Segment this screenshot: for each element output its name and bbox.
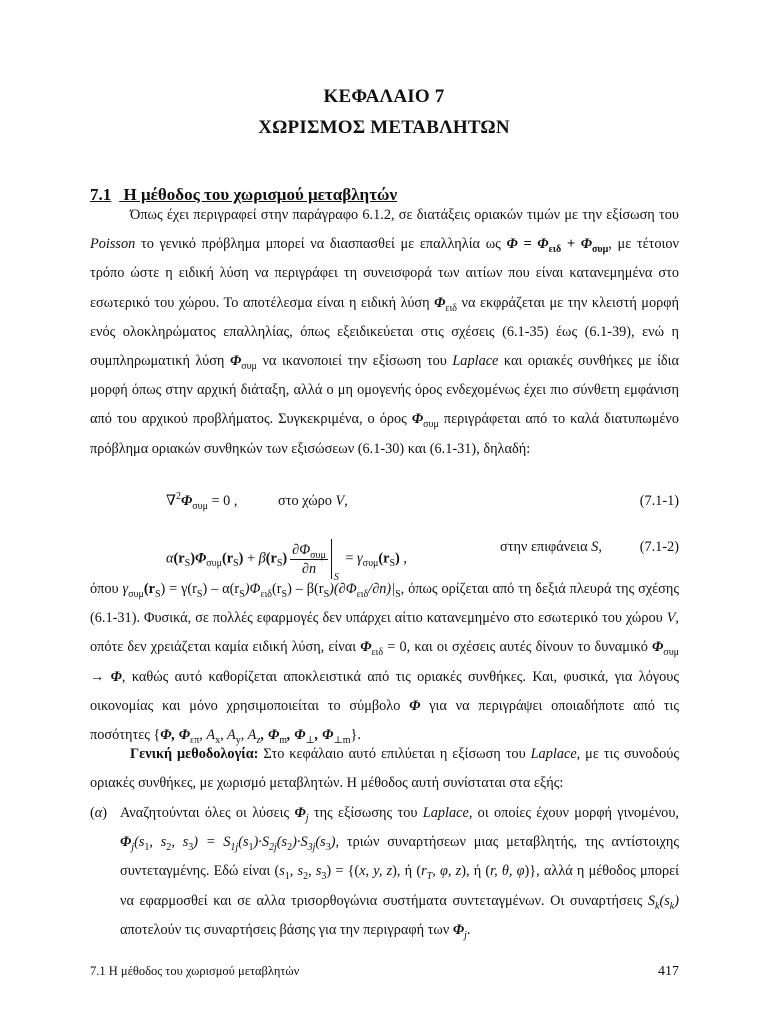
subscript: k [655, 900, 660, 912]
equals-sign: = [341, 550, 358, 567]
text-italic: V [666, 610, 676, 627]
subscript: S [154, 588, 161, 600]
subscript: συμ [128, 588, 144, 600]
inline-math: , s [289, 863, 304, 880]
inline-math: Φ [120, 834, 132, 851]
equation-7-1-2 [160, 530, 679, 583]
subscript: S [233, 558, 239, 570]
subscript: j [131, 842, 135, 854]
inline-math: (r [143, 581, 155, 597]
subscript: 3 [325, 842, 331, 854]
subscript: συμ [206, 558, 222, 570]
subscript: συμ [362, 558, 379, 570]
text: της εξίσωσης του [308, 805, 423, 821]
subscript: 3j [307, 842, 316, 854]
text: να ικανοποιεί την εξίσωση του [256, 353, 453, 370]
equation-expression [166, 539, 407, 583]
page-number: 417 [658, 964, 679, 979]
inline-math: ) [674, 892, 679, 909]
inline-math: , Φ [287, 727, 306, 744]
subscript: 1 [248, 842, 254, 854]
subscript: S [184, 558, 191, 570]
text: Αναζητούνται όλες οι λύσεις [120, 805, 295, 821]
subscript: συμ [423, 419, 439, 431]
derivative-fraction [290, 541, 328, 578]
denominator-text: ∂n [301, 560, 317, 577]
text: ) = {( [326, 863, 360, 880]
inline-math: + Φ [561, 236, 592, 253]
subscript: S [239, 588, 245, 600]
inline-math: (s [659, 892, 670, 909]
text: το γενικό πρόβλημα μπορεί να διασπασθεί με επαλληλία ως [135, 236, 507, 253]
subscript: k [669, 900, 675, 912]
inline-math: S [647, 892, 655, 909]
equation-7-1-1 [160, 489, 679, 519]
inline-math: (s [134, 834, 145, 851]
subscript: συμ [192, 500, 208, 512]
alpha-symbol: α [166, 550, 174, 567]
inline-math: , A [240, 727, 257, 744]
text: , με τέτοιον τρόπο ώστε η ειδική λύση να περιγράφει τη συνεισφορά των αιτίων που είναι κατανεμημένα στο εσωτερικό του χώρου. Το αποτέλεσμα είναι η ειδική λύση [90, 236, 680, 311]
text: , με τις συνοδούς οριακές συνθήκες, με χωρισμό μεταβλητών. Η μέθοδος αυτή συνίσταται στα εξής: [90, 746, 679, 792]
text: . [466, 921, 471, 938]
inline-math: s [279, 863, 285, 880]
plus-sign: + [243, 550, 259, 567]
inline-math: ) – α(r [202, 581, 240, 597]
text: ), ή ( [461, 863, 491, 880]
subscript: επ [190, 734, 200, 746]
evaluation-subscript: S [333, 572, 339, 583]
subscript: S [323, 588, 330, 600]
phi-symbol: Φ [180, 493, 193, 509]
argument-end: ) [190, 550, 195, 567]
marker-paren: ) [102, 805, 108, 821]
inline-math: , s [149, 834, 167, 851]
text: , [598, 539, 602, 555]
subscript: 3 [188, 842, 194, 854]
subscript: 2 [166, 842, 172, 854]
subscript: S [389, 558, 396, 570]
argument-end: ) [282, 550, 288, 567]
inline-math: ) = S [193, 834, 231, 851]
text-italic: S [591, 539, 599, 555]
argument-end: ) [395, 550, 400, 567]
chapter-title: ΧΩΡΙΣΜΟΣ ΜΕΤΑΒΛΗΤΩΝ [258, 117, 510, 138]
inline-math: )·S [292, 834, 308, 851]
paragraph-intro [90, 201, 679, 464]
subscript: συμ [310, 549, 326, 561]
text: , οπότε δεν χρειάζεται καμία ειδική λύση, είναι [90, 610, 679, 656]
paragraph-methodology [90, 740, 679, 798]
subscript: 1j [230, 842, 239, 854]
subscript: x [215, 734, 221, 746]
text: Στο κεφάλαιο αυτό επιλύεται η εξίσωση του [258, 746, 531, 762]
text: , τριών συναρτήσεων μιας μεταβλητής, της αντίστοιχης συντεταγμένης. Εδώ είναι ( [120, 834, 679, 880]
subscript: ⊥ [305, 734, 315, 746]
subscript: m [279, 734, 288, 746]
equation-expression [166, 493, 237, 510]
inline-math: , A [199, 727, 216, 744]
running-title: 7.1 Η μέθοδος του χωρισμού μεταβλητών [90, 964, 300, 978]
subscript: S [276, 558, 283, 570]
subscript: z [256, 734, 261, 746]
inline-math: Φ [229, 353, 242, 370]
text: = 0, και οι σχέσεις αυτές δίνουν το δυναμικό [383, 639, 653, 656]
inline-math: Φ [452, 921, 465, 938]
subscript: S [281, 588, 288, 600]
inline-math: γ [122, 581, 129, 597]
text-italic: Laplace [452, 353, 499, 370]
inline-math: (r [272, 581, 282, 597]
inline-math: r, θ, φ [490, 863, 525, 880]
inline-math: r [421, 863, 427, 880]
text-italic: Poisson [90, 236, 136, 253]
section-title: Η μέθοδος του χωρισμού μεταβλητών [123, 185, 398, 204]
subscript: 3 [321, 871, 327, 883]
subscript: ειδ [548, 244, 562, 256]
inline-math: , s [308, 863, 322, 880]
subscript: 1 [144, 842, 150, 854]
text: }. [350, 727, 361, 744]
equation-number: (7.1-1) [639, 493, 679, 509]
text: ), ή ( [392, 863, 422, 880]
inline-math: /∂n)| [368, 581, 396, 597]
inline-math: ) = γ(r [160, 581, 197, 597]
text: για να περιγράψει οποιαδήποτε από τις ποσότητες { [90, 697, 679, 744]
equation-rhs: = 0 , [207, 493, 238, 509]
subscript: ειδ [356, 588, 369, 600]
list-item [90, 799, 679, 945]
marker-letter: α [94, 805, 103, 821]
text: στην επιφάνεια [500, 539, 592, 555]
beta-symbol: β [258, 550, 266, 567]
inline-math: , Φ [260, 727, 280, 744]
marker-paren: ( [90, 805, 95, 821]
inline-math: Φ [360, 639, 372, 656]
argument: (r [265, 550, 277, 567]
subscript: 2 [303, 871, 309, 883]
inline-math: , Φ [314, 727, 334, 744]
subscript: T [426, 871, 433, 883]
subscript: y [235, 734, 241, 746]
inline-math: , φ, z [432, 863, 462, 880]
subscript: S [196, 588, 203, 600]
text: περιγράφεται από το καλά διατυπωμένο πρόβλημα οριακών συνθηκών των εξισώσεων (6.1-30) και (6.1-31), δηλαδή: [90, 411, 679, 457]
nabla-symbol: ∇ [166, 493, 176, 509]
text: , οι οποίες έχουν μορφή γινομένου, [468, 805, 679, 821]
subscript: ειδ [445, 302, 458, 314]
text-italic: Laplace [530, 746, 577, 762]
inline-math: ) [330, 834, 336, 851]
paragraph-definitions [90, 575, 679, 750]
argument: (r [378, 550, 390, 567]
subscript: ειδ [371, 647, 384, 659]
subscript: j [305, 812, 309, 824]
subscript: ειδ [260, 588, 272, 600]
bold-lead: Γενική μεθοδολογία: [130, 746, 259, 762]
text: να εκφράζεται με την κλειστή μορφή ενός ολοκληρώματος επαλληλίας, όπως εξειδικεύεται στις σχέσεις (6.1-35) έως (6.1-39), ενώ η συμπληρωματική λύση [90, 294, 679, 370]
evaluation-bar [331, 539, 339, 583]
inline-math: Φ [411, 411, 424, 428]
text: Όπως έχει περιγραφεί στην παράγραφο 6.1.2, σε διατάξεις οριακών τιμών με την εξίσωση του [130, 207, 679, 223]
inline-math: Φ = Φ [506, 236, 549, 253]
equation-condition [278, 493, 348, 510]
inline-math: , A [220, 727, 236, 744]
inline-math: (s [276, 834, 288, 851]
text: στο χώρο [278, 493, 336, 509]
inline-math: (s [315, 834, 326, 851]
subscript: j [464, 929, 467, 941]
subscript: ⊥m [333, 734, 351, 746]
text: και οριακές συνθήκες με ίδια μορφή όπως στην αρχική διάταξη, αλλά ο μη ομογενής όρος ενδεχομένως έχει πιο σύνθετη εμφάνιση από του αρχικού προβλήματος. Συγκεκριμένα, ο όρος [90, 353, 679, 428]
gamma-symbol: γ [357, 550, 363, 567]
inline-math: Φ [409, 697, 421, 714]
text: όπου [90, 581, 123, 597]
chapter-number: ΚΕΦΑΛΑΙΟ 7 [323, 86, 445, 107]
inline-math: )(∂Φ [329, 581, 357, 597]
text: αποτελούν τις συναρτήσεις βάσης για την περιγραφή των [120, 921, 453, 938]
subscript: συμ [663, 647, 679, 659]
inline-math: )Φ [244, 581, 261, 597]
subscript: 1 [284, 871, 290, 883]
inline-math: , s [171, 834, 189, 851]
inline-math: Φ, Φ [160, 727, 191, 744]
text-italic: V [335, 493, 345, 509]
text: , καθώς αυτό καθορίζεται αποκλειστικά από τις οριακές συνθήκες. Και, φυσικά, για λόγους οικονομίας και μόνο χρησιμοποιείται το σύμβολο [90, 668, 679, 714]
inline-math: ) – β(r [287, 581, 324, 597]
text: )}, αλλά η μέθοδος μπορεί να εφαρμοσθεί και σε αλλα τρισορθογώνια συστήματα συντεταγμένων. Οι συναρτήσεις [120, 863, 679, 909]
equation-condition [500, 539, 602, 556]
inline-math: (s [238, 834, 249, 851]
equation-number: (7.1-2) [639, 539, 679, 555]
superscript: 2 [175, 491, 181, 503]
subscript: S [395, 588, 401, 600]
numerator-text: ∂Φ [292, 541, 311, 558]
inline-math: Φ [110, 668, 122, 685]
list-item-body [120, 799, 679, 945]
phi-symbol: Φ [194, 550, 207, 567]
inline-math: x, y, z [359, 863, 393, 880]
argument: (r [173, 550, 185, 567]
inline-math: Φ [434, 294, 446, 311]
argument-end: ) [238, 550, 244, 567]
inline-math: )·S [253, 834, 269, 851]
text-italic: Laplace [422, 805, 469, 821]
list-marker [90, 799, 107, 828]
argument: (r [221, 550, 234, 567]
comma: , [399, 550, 407, 567]
inline-math: Φ [294, 805, 306, 821]
subscript: 2 [287, 842, 293, 854]
subscript: συμ [241, 360, 257, 372]
subscript: συμ [591, 244, 609, 256]
text: , όπως ορίζεται από τη δεξιά πλευρά της σχέσης (6.1-31). Φυσικά, σε πολλές εφαρμογές δεν υπάρχει αίτιο κατανεμημένο στο εσωτερικό του χώρου [90, 581, 680, 627]
subscript: 2j [269, 842, 277, 854]
fraction-numerator [290, 541, 328, 560]
inline-math: Φ [652, 639, 664, 656]
arrow: → [90, 668, 111, 685]
text: , [344, 493, 348, 509]
section-number: 7.1 [90, 185, 112, 204]
